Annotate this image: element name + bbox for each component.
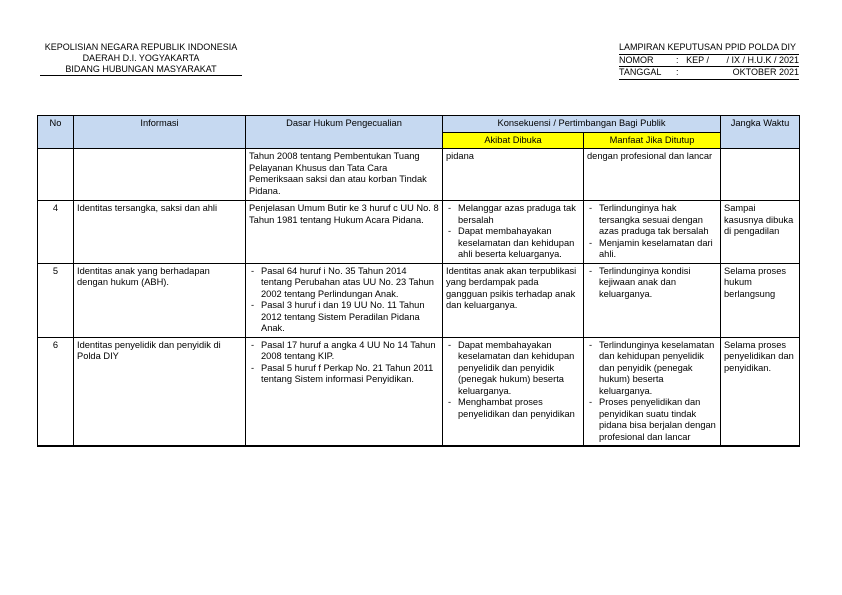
nomor-row	[619, 55, 799, 68]
cell-manfaat	[584, 263, 721, 337]
cell-akibat	[443, 201, 584, 264]
cell-informasi: Identitas tersangka, saksi dan ahli	[74, 201, 246, 264]
nomor-label: NOMOR	[619, 54, 654, 65]
header-informasi: Informasi	[74, 116, 246, 149]
cell-jangka: Selama proses penyelidikan dan penyidikan.	[721, 337, 800, 446]
list-item: - Terlindunginya hak tersangka sesuai dengan azas praduga tak bersalah	[587, 203, 717, 238]
header-no: No	[38, 116, 74, 149]
institution-name: KEPOLISIAN NEGARA REPUBLIK INDONESIA	[44, 42, 238, 52]
cell-jangka: Selama proses hukum berlangsung	[721, 263, 800, 337]
cell-dasar	[246, 337, 443, 446]
list-item: - Menjamin keselamatan dari ahli.	[587, 238, 717, 261]
cell-manfaat	[584, 337, 721, 446]
list-item: - Pasal 5 huruf f Perkap No. 21 Tahun 2011 tentang Sistem informasi Penyidikan.	[249, 363, 439, 386]
list-item: - Melanggar azas praduga tak bersalah	[446, 203, 580, 226]
cell-manfaat	[584, 201, 721, 264]
list-item: - Pasal 64 huruf i No. 35 Tahun 2014 tentang Perubahan atas UU No. 23 Tahun 2002 tentang Perlindungan Anak.	[249, 266, 439, 301]
table-row	[38, 201, 800, 264]
table-row	[38, 149, 800, 201]
list-item: - Pasal 17 huruf a angka 4 UU No 14 Tahun 2008 tentang KIP.	[249, 340, 439, 363]
cell-informasi: Identitas penyelidik dan penyidik di Polda DIY	[74, 337, 246, 446]
tanggal-colon: :	[676, 67, 679, 77]
attachment-header	[619, 42, 799, 80]
table-header-row	[38, 116, 800, 133]
table-row	[38, 337, 800, 446]
list-item: - Menghambat proses penyelidikan dan penyidikan	[446, 397, 580, 420]
list-item: - Terlindunginya kondisi kejiwaan anak dan keluarganya.	[587, 266, 717, 301]
institution-division: BIDANG HUBUNGAN MASYARAKAT	[40, 64, 242, 76]
cell-no: 5	[38, 263, 74, 337]
table-row	[38, 263, 800, 337]
attachment-title: LAMPIRAN KEPUTUSAN PPID POLDA DIY	[619, 42, 799, 55]
header-dasar-hukum: Dasar Hukum Pengecualian	[246, 116, 443, 149]
list-item: - Proses penyelidikan dan penyidikan suatu tindak pidana bisa berjalan dengan profesional dan lancar	[587, 397, 717, 443]
list-item: - Dapat membahayakan keselamatan dan kehidupan ahli beserta keluarganya.	[446, 226, 580, 261]
institution-region: DAERAH D.I. YOGYAKARTA	[82, 53, 200, 63]
cell-no	[38, 149, 74, 201]
header-jangka-waktu: Jangka Waktu	[721, 116, 800, 149]
cell-informasi	[74, 149, 246, 201]
cell-dasar: Penjelasan Umum Butir ke 3 huruf c UU No. 8 Tahun 1981 tentang Hukum Acara Pidana.	[246, 201, 443, 264]
header-manfaat-ditutup: Manfaat Jika Ditutup	[584, 132, 721, 149]
cell-jangka	[721, 149, 800, 201]
exception-table	[37, 115, 800, 447]
cell-dasar: Tahun 2008 tentang Pembentukan Tuang Pelayanan Khusus dan Tata Cara Pemeriksaan saksi dan atau korban Tindak Pidana.	[246, 149, 443, 201]
header-konsekuensi: Konsekuensi / Pertimbangan Bagi Publik	[443, 116, 721, 133]
nomor-colon: :	[676, 54, 679, 65]
list-item: - Pasal 3 huruf i dan 19 UU No. 11 Tahun 2012 tentang Sistem Peradilan Pidana Anak.	[249, 300, 439, 335]
cell-akibat: Identitas anak akan terpublikasi yang berdampak pada gangguan psikis terhadap anak dan keluarganya.	[443, 263, 584, 337]
institution-header	[40, 42, 242, 76]
cell-informasi: Identitas anak yang berhadapan dengan hukum (ABH).	[74, 263, 246, 337]
cell-dasar	[246, 263, 443, 337]
list-item: - Dapat membahayakan keselamatan dan kehidupan penyelidik dan penyidik (penegak hukum) beserta keluarganya.	[446, 340, 580, 398]
nomor-value: KEP / / IX / H.U.K / 2021	[686, 54, 799, 65]
list-item: - Terlindunginya keselamatan dan kehidupan penyelidik dan penyidik (penegak hukum) beserta keluarganya.	[587, 340, 717, 398]
tanggal-label: TANGGAL	[619, 67, 662, 77]
cell-no: 4	[38, 201, 74, 264]
cell-akibat: pidana	[443, 149, 584, 201]
cell-manfaat: dengan profesional dan lancar	[584, 149, 721, 201]
cell-no: 6	[38, 337, 74, 446]
header-akibat-dibuka: Akibat Dibuka	[443, 132, 584, 149]
cell-akibat	[443, 337, 584, 446]
tanggal-value: OKTOBER 2021	[732, 67, 799, 77]
tanggal-row	[619, 67, 799, 80]
cell-jangka: Sampai kasusnya dibuka di pengadilan	[721, 201, 800, 264]
